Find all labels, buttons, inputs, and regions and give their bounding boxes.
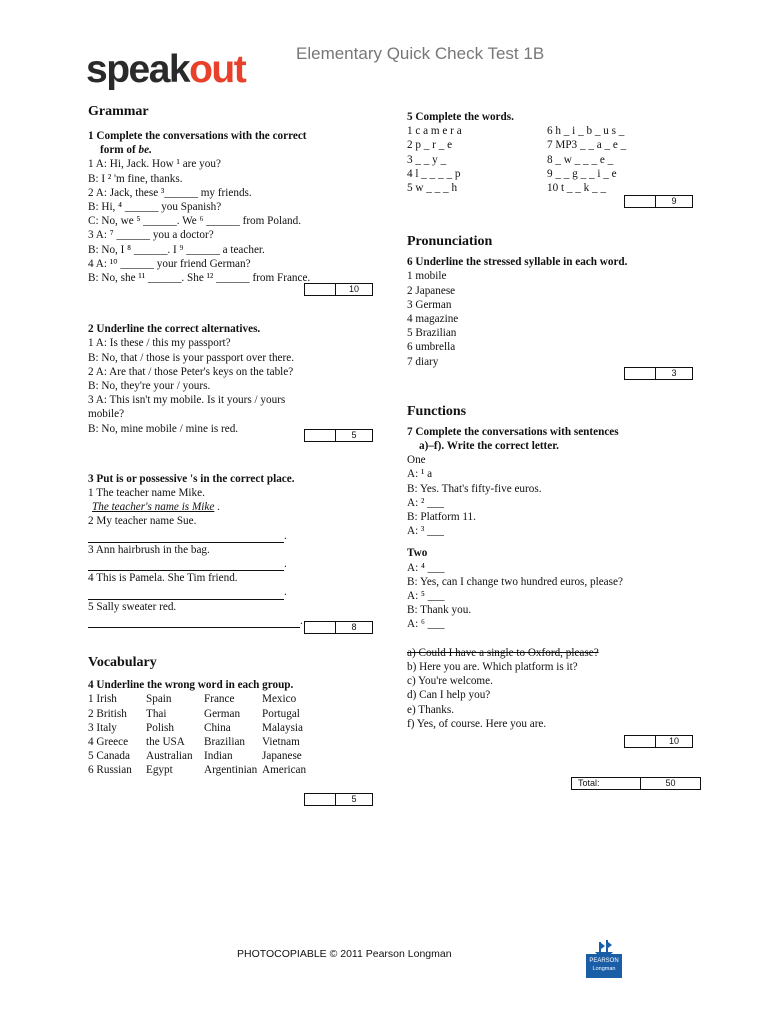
q7-option: e) Thanks. <box>407 703 455 716</box>
q7-option: f) Yes, of course. Here you are. <box>407 717 547 730</box>
q2-score-box: 5 <box>304 429 373 442</box>
q7-line: A: ³ ___ <box>407 525 444 538</box>
word-item: 1 c a m e r a <box>407 125 462 138</box>
q6-item: 7 diary <box>407 355 439 368</box>
grammar-heading: Grammar <box>88 104 149 119</box>
q2-line: 3 A: This isn't my mobile. Is it yours / yours <box>88 394 286 407</box>
word-cell: American <box>262 764 307 777</box>
q5-word-list <box>407 124 707 195</box>
pearson-logo <box>586 940 622 978</box>
total-score-box <box>571 777 701 790</box>
word-cell: Australian <box>146 750 193 763</box>
answer-line: . <box>88 585 378 599</box>
page-title: Elementary Quick Check Test 1B <box>296 44 545 63</box>
q7-line: A: ¹ a <box>407 468 433 481</box>
word-cell: the USA <box>146 735 185 748</box>
total-value: 50 <box>640 778 700 789</box>
total-label: Total: <box>578 778 600 788</box>
word-cell: Indian <box>204 750 233 763</box>
q7-line: B: Platform 11. <box>407 511 476 524</box>
q2-line: B: No, they're your / yours. <box>88 380 211 393</box>
word-cell: Portugal <box>262 707 300 720</box>
q2-line: B: No, that / those is your passport over there. <box>88 351 295 364</box>
q1-line: 4 A: ¹⁰ ______ your friend German? <box>88 257 251 270</box>
q7-option: c) You're welcome. <box>407 675 493 688</box>
q6-item: 1 mobile <box>407 270 447 283</box>
word-cell: 6 Russian <box>88 764 132 777</box>
q2-line: mobile? <box>88 408 125 421</box>
answer-line: . <box>88 529 378 543</box>
word-cell: German <box>204 707 241 720</box>
q7-line: B: Yes, can I change two hundred euros, please? <box>407 575 623 588</box>
q1-line: B: Hi, ⁴ ______ you Spanish? <box>88 201 222 214</box>
word-cell: Egypt <box>146 764 173 777</box>
q1-line: B: I ² 'm fine, thanks. <box>88 172 183 185</box>
word-cell: China <box>204 721 231 734</box>
q3-line: 1 The teacher name Mike. <box>88 487 205 500</box>
q2-line: 2 A: Are that / those Peter's keys on the table? <box>88 365 294 378</box>
q1-instruction-2: form of be. <box>100 144 152 157</box>
word-item: 4 l _ _ _ _ p <box>407 167 461 180</box>
q6-item: 5 Brazilian <box>407 327 457 340</box>
word-cell: Malaysia <box>262 721 304 734</box>
q7-line: A: ⁵ ___ <box>407 590 445 603</box>
q7-line: A: ⁶ ___ <box>407 618 445 631</box>
word-item: 8 _ w _ _ _ e _ <box>547 153 614 166</box>
conversation-one-label: One <box>407 454 426 467</box>
word-item: 3 _ _ y _ <box>407 153 447 166</box>
speakout-logo: speakout <box>86 48 246 91</box>
q2-line: 1 A: Is these / this my passport? <box>88 337 231 350</box>
word-cell: Polish <box>146 721 174 734</box>
q1-line: B: No, I ⁸ ______. I ⁹ ______ a teacher. <box>88 243 265 256</box>
functions-heading: Functions <box>407 403 467 419</box>
q1-score-box: 10 <box>304 283 373 296</box>
q6-instruction: 6 Underline the stressed syllable in each word. <box>407 256 628 269</box>
q5-score-box: 9 <box>624 195 693 208</box>
conversation-two-label: Two <box>407 547 428 560</box>
q1-line: 2 A: Jack, these ³______ my friends. <box>88 186 252 199</box>
pronunciation-heading: Pronunciation <box>407 234 493 250</box>
q3-line: 2 My teacher name Sue. <box>88 515 197 528</box>
word-cell: 3 Italy <box>88 721 117 734</box>
word-cell: 4 Greece <box>88 735 129 748</box>
word-item: 7 MP3 _ _ a _ e _ <box>547 139 627 152</box>
q3-line: 4 This is Pamela. She Tim friend. <box>88 572 238 585</box>
word-cell: Spain <box>146 693 172 706</box>
q7-instruction: 7 Complete the conversations with sentences <box>407 425 619 438</box>
q7-line: B: Yes. That's fifty-five euros. <box>407 482 542 495</box>
answer-line: . <box>88 557 378 571</box>
word-item: 2 p _ r _ e <box>407 139 453 152</box>
word-cell: Mexico <box>262 693 297 706</box>
word-cell: 1 Irish <box>88 693 117 706</box>
q3-line: 3 Ann hairbrush in the bag. <box>88 543 210 556</box>
q7-option: b) Here you are. Which platform is it? <box>407 660 578 673</box>
q7-option: a) Could I have a single to Oxford, please? <box>407 646 599 659</box>
q7-option: d) Can I help you? <box>407 689 491 702</box>
q4-score-box: 5 <box>304 793 373 806</box>
word-cell: Brazilian <box>204 735 246 748</box>
q2-line: B: No, mine mobile / mine is red. <box>88 422 239 435</box>
longman-brand: Longman <box>592 966 616 972</box>
q4-instruction: 4 Underline the wrong word in each group. <box>88 679 294 692</box>
word-cell: Argentinian <box>204 764 258 777</box>
footer-copyright: PHOTOCOPIABLE © 2011 Pearson Longman <box>237 948 452 960</box>
word-item: 9 _ _ g _ _ i _ e <box>547 167 617 180</box>
pearson-brand: PEARSON <box>589 958 619 964</box>
q6-item: 6 umbrella <box>407 341 456 354</box>
q1-instruction: 1 Complete the conversations with the correct <box>88 130 307 142</box>
q1-line: 1 A: Hi, Jack. How ¹ are you? <box>88 158 221 171</box>
q3-example: The teacher's name is Mike . <box>92 501 220 514</box>
q7-score-box: 10 <box>624 735 693 748</box>
q5-instruction: 5 Complete the words. <box>407 111 514 123</box>
q7-instruction-2: a)–f). Write the correct letter. <box>419 440 559 453</box>
word-cell: 2 British <box>88 707 127 720</box>
q6-score-box: 3 <box>624 367 693 380</box>
q7-line: A: ⁴ ___ <box>407 561 445 574</box>
word-cell: Japanese <box>262 750 302 763</box>
q1-line: B: No, she ¹¹ ______. She ¹² ______ from France. <box>88 272 311 285</box>
q3-line: 5 Sally sweater red. <box>88 600 177 613</box>
q2-instruction: 2 Underline the correct alternatives. <box>88 323 261 336</box>
q1-line: 3 A: ⁷ ______ you a doctor? <box>88 229 214 242</box>
word-cell: Thai <box>146 707 167 720</box>
q6-item: 2 Japanese <box>407 284 456 297</box>
q7-line: A: ² ___ <box>407 496 444 509</box>
word-cell: Vietnam <box>262 735 300 748</box>
word-item: 6 h _ i _ b _ u s _ <box>547 125 625 138</box>
q1-line: C: No, we ⁵ ______. We ⁶ ______ from Poland. <box>88 215 302 228</box>
word-item: 10 t _ _ k _ _ <box>547 182 607 195</box>
word-cell: 5 Canada <box>88 750 130 763</box>
q3-score-box: 8 <box>304 621 373 634</box>
q6-item: 4 magazine <box>407 313 459 326</box>
vocabulary-heading: Vocabulary <box>88 655 157 671</box>
word-item: 5 w _ _ _ h <box>407 182 458 195</box>
q3-instruction: 3 Put is or possessive 's in the correct place. <box>88 472 295 485</box>
word-cell: France <box>204 693 235 706</box>
q7-line: B: Thank you. <box>407 604 472 617</box>
answer-line: . <box>88 614 378 628</box>
q4-word-table <box>88 692 378 777</box>
q6-item: 3 German <box>407 298 452 311</box>
